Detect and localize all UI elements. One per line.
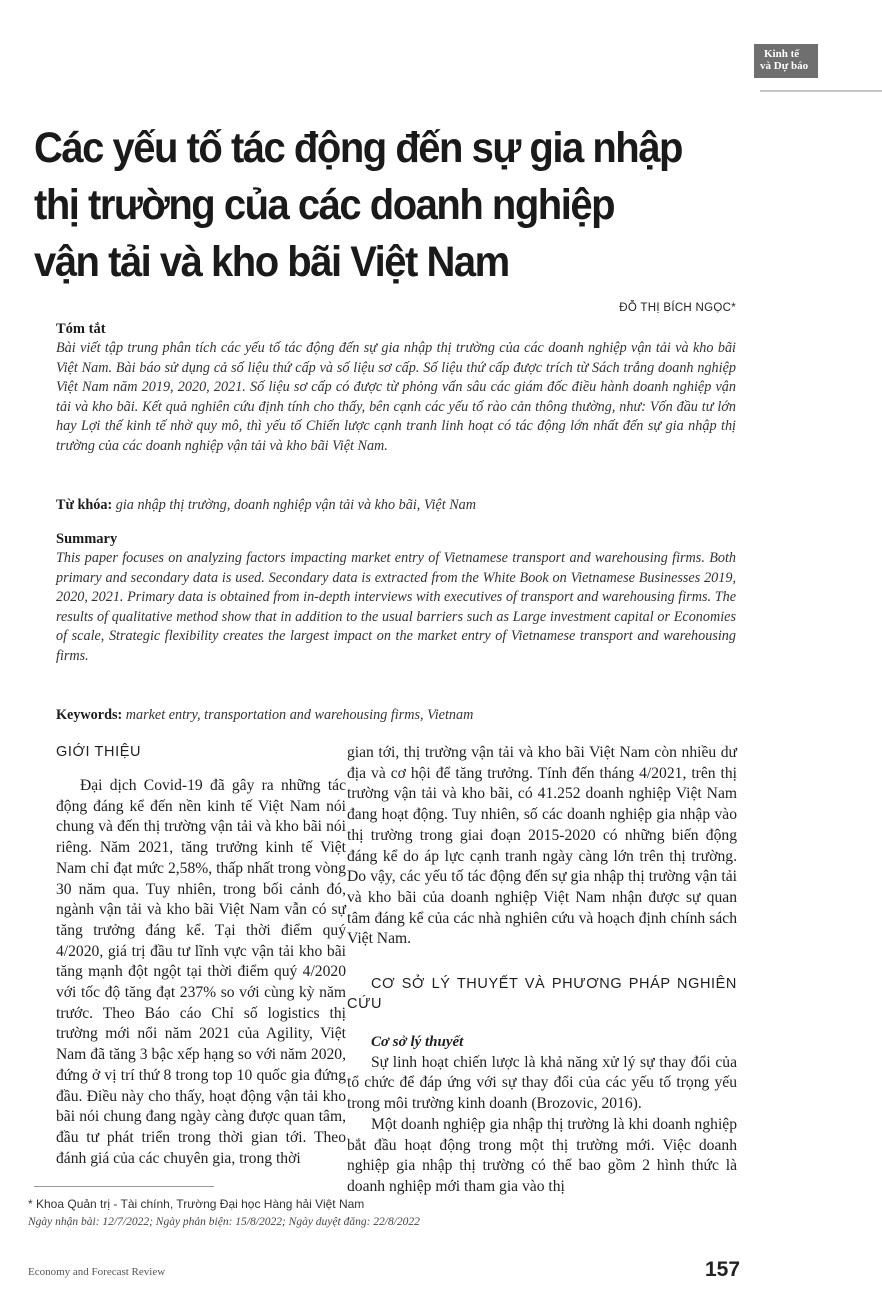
paragraph: Đại dịch Covid-19 đã gây ra những tác động đáng kể đến nền kinh tế Việt Nam nói chung và đến thị trường vận tải và kho bãi nói riêng. Năm 2021, tăng trưởng kinh tế Việt Nam chỉ đạt mức 2,58%, thấp nhất trong vòng 30 năm qua. Tuy nhiên, trong bối cảnh đó, ngành vận tải và kho bãi Việt Nam vẫn có sự tăng trưởng đáng kể. Tại thời điểm quý 4/2020, giá trị đầu tư lĩnh vực vận tải kho bãi tăng mạnh đột ngột tại thời điểm quý 4/2020 với tốc độ tăng đạt 237% so với cùng kỳ năm trước. Theo Báo cáo Chỉ số logistics thị trường mới nổi năm 2021 của Agility, Việt Nam đã tăng 3 bậc xếp hạng so với năm 2020, đứng ở vị trí thứ 8 trong top 10 quốc gia đứng đầu. Điều này cho thấy, hoạt động vận tải kho bãi nói chung đang ngày càng được quan tâm, đầu tư phát triển trong thời gian tới. Theo đánh giá của các chuyên gia, trong thời bbox=[56, 777, 346, 1167]
title-line: Các yếu tố tác động đến sự gia nhập bbox=[34, 124, 682, 172]
footnote-affiliation: * Khoa Quản trị - Tài chính, Trường Đại học Hàng hải Việt Nam bbox=[28, 1197, 365, 1211]
title-line: thị trường của các doanh nghiệp bbox=[34, 181, 615, 229]
badge-line-2: và Dự báo bbox=[760, 60, 809, 72]
keywords-vietnamese bbox=[56, 496, 736, 515]
footnote-rule bbox=[34, 1186, 214, 1187]
paragraph: Một doanh nghiệp gia nhập thị trường là khi doanh nghiệp bắt đầu hoạt động trong một thị trường mới. Việc doanh nghiệp gia nhập thị trường có thể bao gồm 2 hình thức là doanh nghiệp mới tham gia vào thị bbox=[347, 1115, 737, 1195]
journal-badge bbox=[754, 44, 818, 78]
badge-line-1: Kinh tế bbox=[764, 48, 800, 60]
keywords-text: market entry, transportation and warehousing firms, Vietnam bbox=[125, 707, 474, 723]
title-line: vận tải và kho bãi Việt Nam bbox=[34, 238, 509, 286]
abstract-text: Bài viết tập trung phân tích các yếu tố tác động đến sự gia nhập thị trường của các doanh nghiệp vận tải và kho bãi Việt Nam. Bài báo sử dụng cả số liệu thứ cấp và số liệu sơ cấp. Số liệu thứ cấp được trích từ Sách trắng doanh nghiệp Việt Nam năm 2019, 2020, 2021. Số liệu sơ cấp có được từ phỏng vấn sâu các giám đốc điều hành doanh nghiệp vận tải và kho bãi. Kết quả nghiên cứu định tính cho thấy, bên cạnh các yếu tố rào cản thông thường, như: Vốn đầu tư lớn hay Lợi thế kinh tế nhờ quy mô, thì yếu tố Chiến lược cạnh tranh linh hoạt có tác động lớn nhất đến sự gia nhập thị trường của các doanh nghiệp vận tải và kho bãi Việt Nam. bbox=[56, 340, 736, 454]
abstract-vietnamese bbox=[56, 320, 736, 457]
section-heading-theory: CƠ SỞ LÝ THUYẾT VÀ PHƯƠNG PHÁP NGHIÊN CỨU bbox=[347, 976, 737, 1013]
paragraph: Sự linh hoạt chiến lược là khả năng xử lý sự thay đổi của tổ chức để đáp ứng với sự thay đổi của các yếu tố trọng yếu trong môi trường kinh doanh (Brozovic, 2016). bbox=[347, 1053, 737, 1113]
footnote-dates: Ngày nhận bài: 12/7/2022; Ngày phản biện: 15/8/2022; Ngày duyệt đăng: 22/8/2022 bbox=[28, 1216, 420, 1228]
left-column bbox=[56, 742, 346, 1169]
abstract-heading: Tóm tắt bbox=[56, 321, 106, 337]
author-name: ĐỖ THỊ BÍCH NGỌC* bbox=[619, 302, 736, 314]
keywords-english bbox=[56, 706, 736, 725]
right-column bbox=[347, 743, 737, 1198]
page-number: 157 bbox=[705, 1258, 741, 1281]
keywords-label: Keywords: bbox=[56, 707, 123, 723]
article-title bbox=[34, 120, 704, 291]
section-heading-intro: GIỚI THIỆU bbox=[56, 744, 142, 760]
header-rule bbox=[760, 90, 882, 92]
summary-text: This paper focuses on analyzing factors impacting market entry of Vietnamese transport and warehousing firms. Both primary and secondary data is used. Secondary data is extracted from the White Book on Vietnamese Businesses 2019, 2020, 2021. Primary data is obtained from in-depth interviews with executives of transport and warehousing firms. The results of qualitative method show that in addition to the usual barriers such as Large investment capital or Economies of scale, Strategic flexibility creates the largest impact on the market entry of Vietnamese transport and warehousing firms. bbox=[56, 550, 736, 664]
keywords-label: Từ khóa: bbox=[56, 497, 113, 513]
subsection-heading: Cơ sở lý thuyết bbox=[371, 1034, 464, 1051]
journal-name: Economy and Forecast Review bbox=[28, 1266, 166, 1278]
summary-heading: Summary bbox=[56, 531, 118, 547]
abstract-english bbox=[56, 530, 736, 667]
keywords-text: gia nhập thị trường, doanh nghiệp vận tải và kho bãi, Việt Nam bbox=[115, 497, 477, 513]
paragraph: gian tới, thị trường vận tải và kho bãi Việt Nam còn nhiều dư địa và cơ hội để tăng trưởng. Tính đến tháng 4/2021, trên thị trường vận tải và kho bãi, có 41.252 doanh nghiệp Việt Nam đang hoạt động. Tuy nhiên, số các doanh nghiệp gia nhập vào thị trường trong giai đoạn 2015-2020 có những biến động đáng kể do áp lực cạnh tranh ngày càng lớn trên thị trường. Do vậy, các yếu tố tác động đến sự gia nhập thị trường vận tải và kho bãi của doanh nghiệp Việt Nam nhận được sự quan tâm đáng kể của các nhà nghiên cứu và hoạch định chính sách Việt Nam. bbox=[347, 744, 737, 948]
